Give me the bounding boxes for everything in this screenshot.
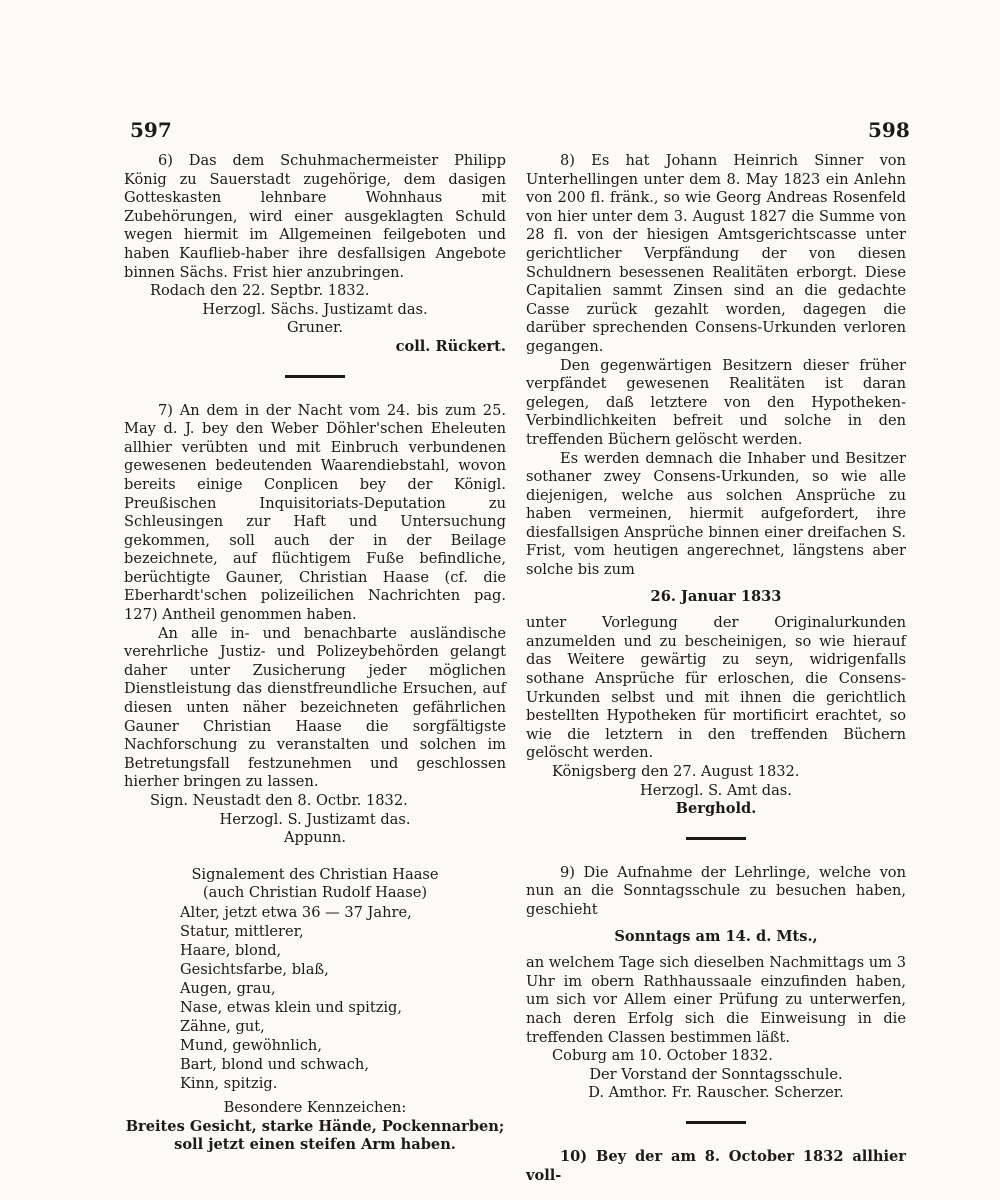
notice-9-signatures: D. Amthor. Fr. Rauscher. Scherzer.: [588, 1084, 844, 1102]
signalement-item: Zähne, gut,: [180, 1017, 265, 1035]
page-number-left: 597: [130, 118, 172, 142]
notice-9-office: Der Vorstand der Sonntagsschule.: [589, 1065, 843, 1083]
signalement-item: Kinn, spitzig.: [180, 1074, 278, 1092]
notice-6-collation: coll. Rückert.: [395, 337, 506, 355]
right-column: [526, 152, 906, 1185]
signalement-item: Haare, blond,: [180, 941, 282, 959]
signalement-list: [124, 903, 506, 1093]
left-column: [124, 152, 506, 1155]
notice-8-paragraph-4: unter Vorlegung der Originalurkunden anzumelden und zu bescheinigen, so wie hierauf das Weitere gewärtig zu seyn, widrigenfalls sothane Ansprüche für erloschen, die Consens-Urkunden selbst und mit ihnen die gerichtlich bestellten Hypotheken für mortificirt erachtet, so wie die letztern in den treffenden Büchern gelöscht werden.: [526, 614, 906, 762]
notice-8-deadline: 26. Januar 1833: [650, 587, 782, 605]
notice-8-paragraph-2: Den gegenwärtigen Besitzern dieser früher verpfändet gewesenen Realitäten ist daran gelegen, daß letztere von den Hypotheken-Verbindlichkeiten befreit und solche in den treffenden Büchern gelöscht werden.: [526, 356, 906, 448]
notice-6-place-date: Rodach den 22. Septbr. 1832.: [150, 282, 370, 300]
signalement-item: Augen, grau,: [180, 979, 276, 997]
separator-rule: [285, 375, 345, 378]
signalement-item: Statur, mittlerer,: [180, 922, 304, 940]
notice-7-request: An alle in- und benachbarte ausländische verehrliche Justiz- und Polizeybehörden gelangt daher unter Zusicherung jeder möglichen Dienstleistung das dienstfreundliche Ersuchen, auf diesen unten näher bezeichneten gefährlichen Gauner Christian Haase die sorgfältigste Nachforschung zu veranstalten und solchen im Betretungsfall festzunehmen und geschlossen hierher bringen zu lassen.: [124, 624, 506, 791]
notice-7-signature: Appunn.: [283, 829, 347, 847]
notice-8-paragraph-3: Es werden demnach die Inhaber und Besitzer sothaner zwey Consens-Urkunden, so wie alle diejenigen, welche aus solchen Ansprüche zu haben vermeinen, hiermit aufgefordert, ihre diesfallsigen Ansprüche binnen einer dreifachen S. Frist, vom heutigen angerechnet, längstens aber solche bis zum: [526, 449, 906, 579]
notice-8-signature: Berghold.: [675, 800, 757, 818]
signalement-item: Gesichtsfarbe, blaß,: [180, 960, 329, 978]
signalement-item: Nase, etwas klein und spitzig,: [180, 998, 403, 1016]
notice-9-date: Sonntags am 14. d. Mts.,: [614, 927, 818, 945]
notice-8-place-date: Königsberg den 27. August 1832.: [552, 763, 800, 780]
notice-6-signature: Gruner.: [286, 319, 344, 337]
notice-9-place-date: Coburg am 10. October 1832.: [552, 1047, 773, 1065]
notice-6-office: Herzogl. Sächs. Justizamt das.: [202, 300, 428, 318]
notice-7-text: 7) An dem in der Nacht vom 24. bis zum 25. May d. J. bey den Weber Döhler'schen Eheleuten allhier verübten und mit Einbruch verbundenen gewesenen bedeutenden Waarendiebstahl, wovon bereits einige Conplicen bey der Königl. Preußischen Inquisitoriats-Deputation zu Schleusingen zur Haft und Untersuchung gekommen, soll auch der in der Beilage bezeichnete, auf flüchtigem Fuße befindliche, berüchtigte Gauner, Christian Haase (cf. die Eberhardt'schen polizeilichen Nachrichten pag. 127) Antheil genommen haben.: [124, 401, 506, 624]
signalement-title: Signalement des Christian Haase: [191, 865, 439, 883]
signalement-subtitle: (auch Christian Rudolf Haase): [202, 884, 428, 902]
signalement-item: Mund, gewöhnlich,: [180, 1036, 322, 1054]
notice-7-place-date: Sign. Neustadt den 8. Octbr. 1832.: [150, 792, 408, 809]
notice-9-paragraph-2: an welchem Tage sich dieselben Nachmittags um 3 Uhr im obern Rathhaussaale einzufinden haben, um sich vor Allem einer Prüfung zu unterwerfen, nach deren Erfolg sich die Einweisung in die treffenden Classen bestimmen läßt.: [526, 954, 906, 1046]
page-number-right: 598: [868, 118, 910, 142]
signalement-item: Alter, jetzt etwa 36 — 37 Jahre,: [180, 903, 412, 921]
special-marks-text: Breites Gesicht, starke Hände, Pockennarben; soll jetzt einen steifen Arm haben.: [125, 1117, 505, 1154]
notice-6-text: 6) Das dem Schuhmachermeister Philipp König zu Sauerstadt zugehörige, dem dasigen Gotteskasten lehnbare Wohnhaus mit Zubehörungen, wird einer ausgeklagten Schuld wegen hiermit im Allgemeinen feilgeboten und haben Kauflieb-haber ihre desfallsigen Angebote binnen Sächs. Frist hier anzubringen.: [124, 152, 506, 281]
notice-7-office: Herzogl. S. Justizamt das.: [219, 810, 411, 828]
separator-rule: [686, 837, 746, 840]
notice-9-text: 9) Die Aufnahme der Lehrlinge, welche von nun an die Sonntagsschule zu besuchen haben, geschieht: [526, 863, 906, 918]
notice-8-office: Herzogl. S. Amt das.: [640, 781, 792, 799]
special-marks-title: Besondere Kennzeichen:: [223, 1098, 407, 1116]
notice-8-text: 8) Es hat Johann Heinrich Sinner von Unterhellingen unter dem 8. May 1823 ein Anlehn von 200 fl. fränk., so wie Georg Andreas Rosenfeld von hier unter dem 3. August 1827 die Summe von 28 fl. von der hiesigen Amtsgerichtscasse unter gerichtlicher Verpfändung der von diesen Schuldnern besessenen Realitäten erborgt. Diese Capitalien sammt Zinsen sind an die gedachte Casse zurück gezahlt worden, dagegen die darüber sprechenden Consens-Urkunden verloren gegangen.: [526, 152, 906, 355]
notice-10-text: 10) Bey der am 8. October 1832 allhier voll-: [526, 1147, 906, 1184]
separator-rule: [686, 1121, 746, 1124]
signalement-item: Bart, blond und schwach,: [180, 1055, 369, 1073]
